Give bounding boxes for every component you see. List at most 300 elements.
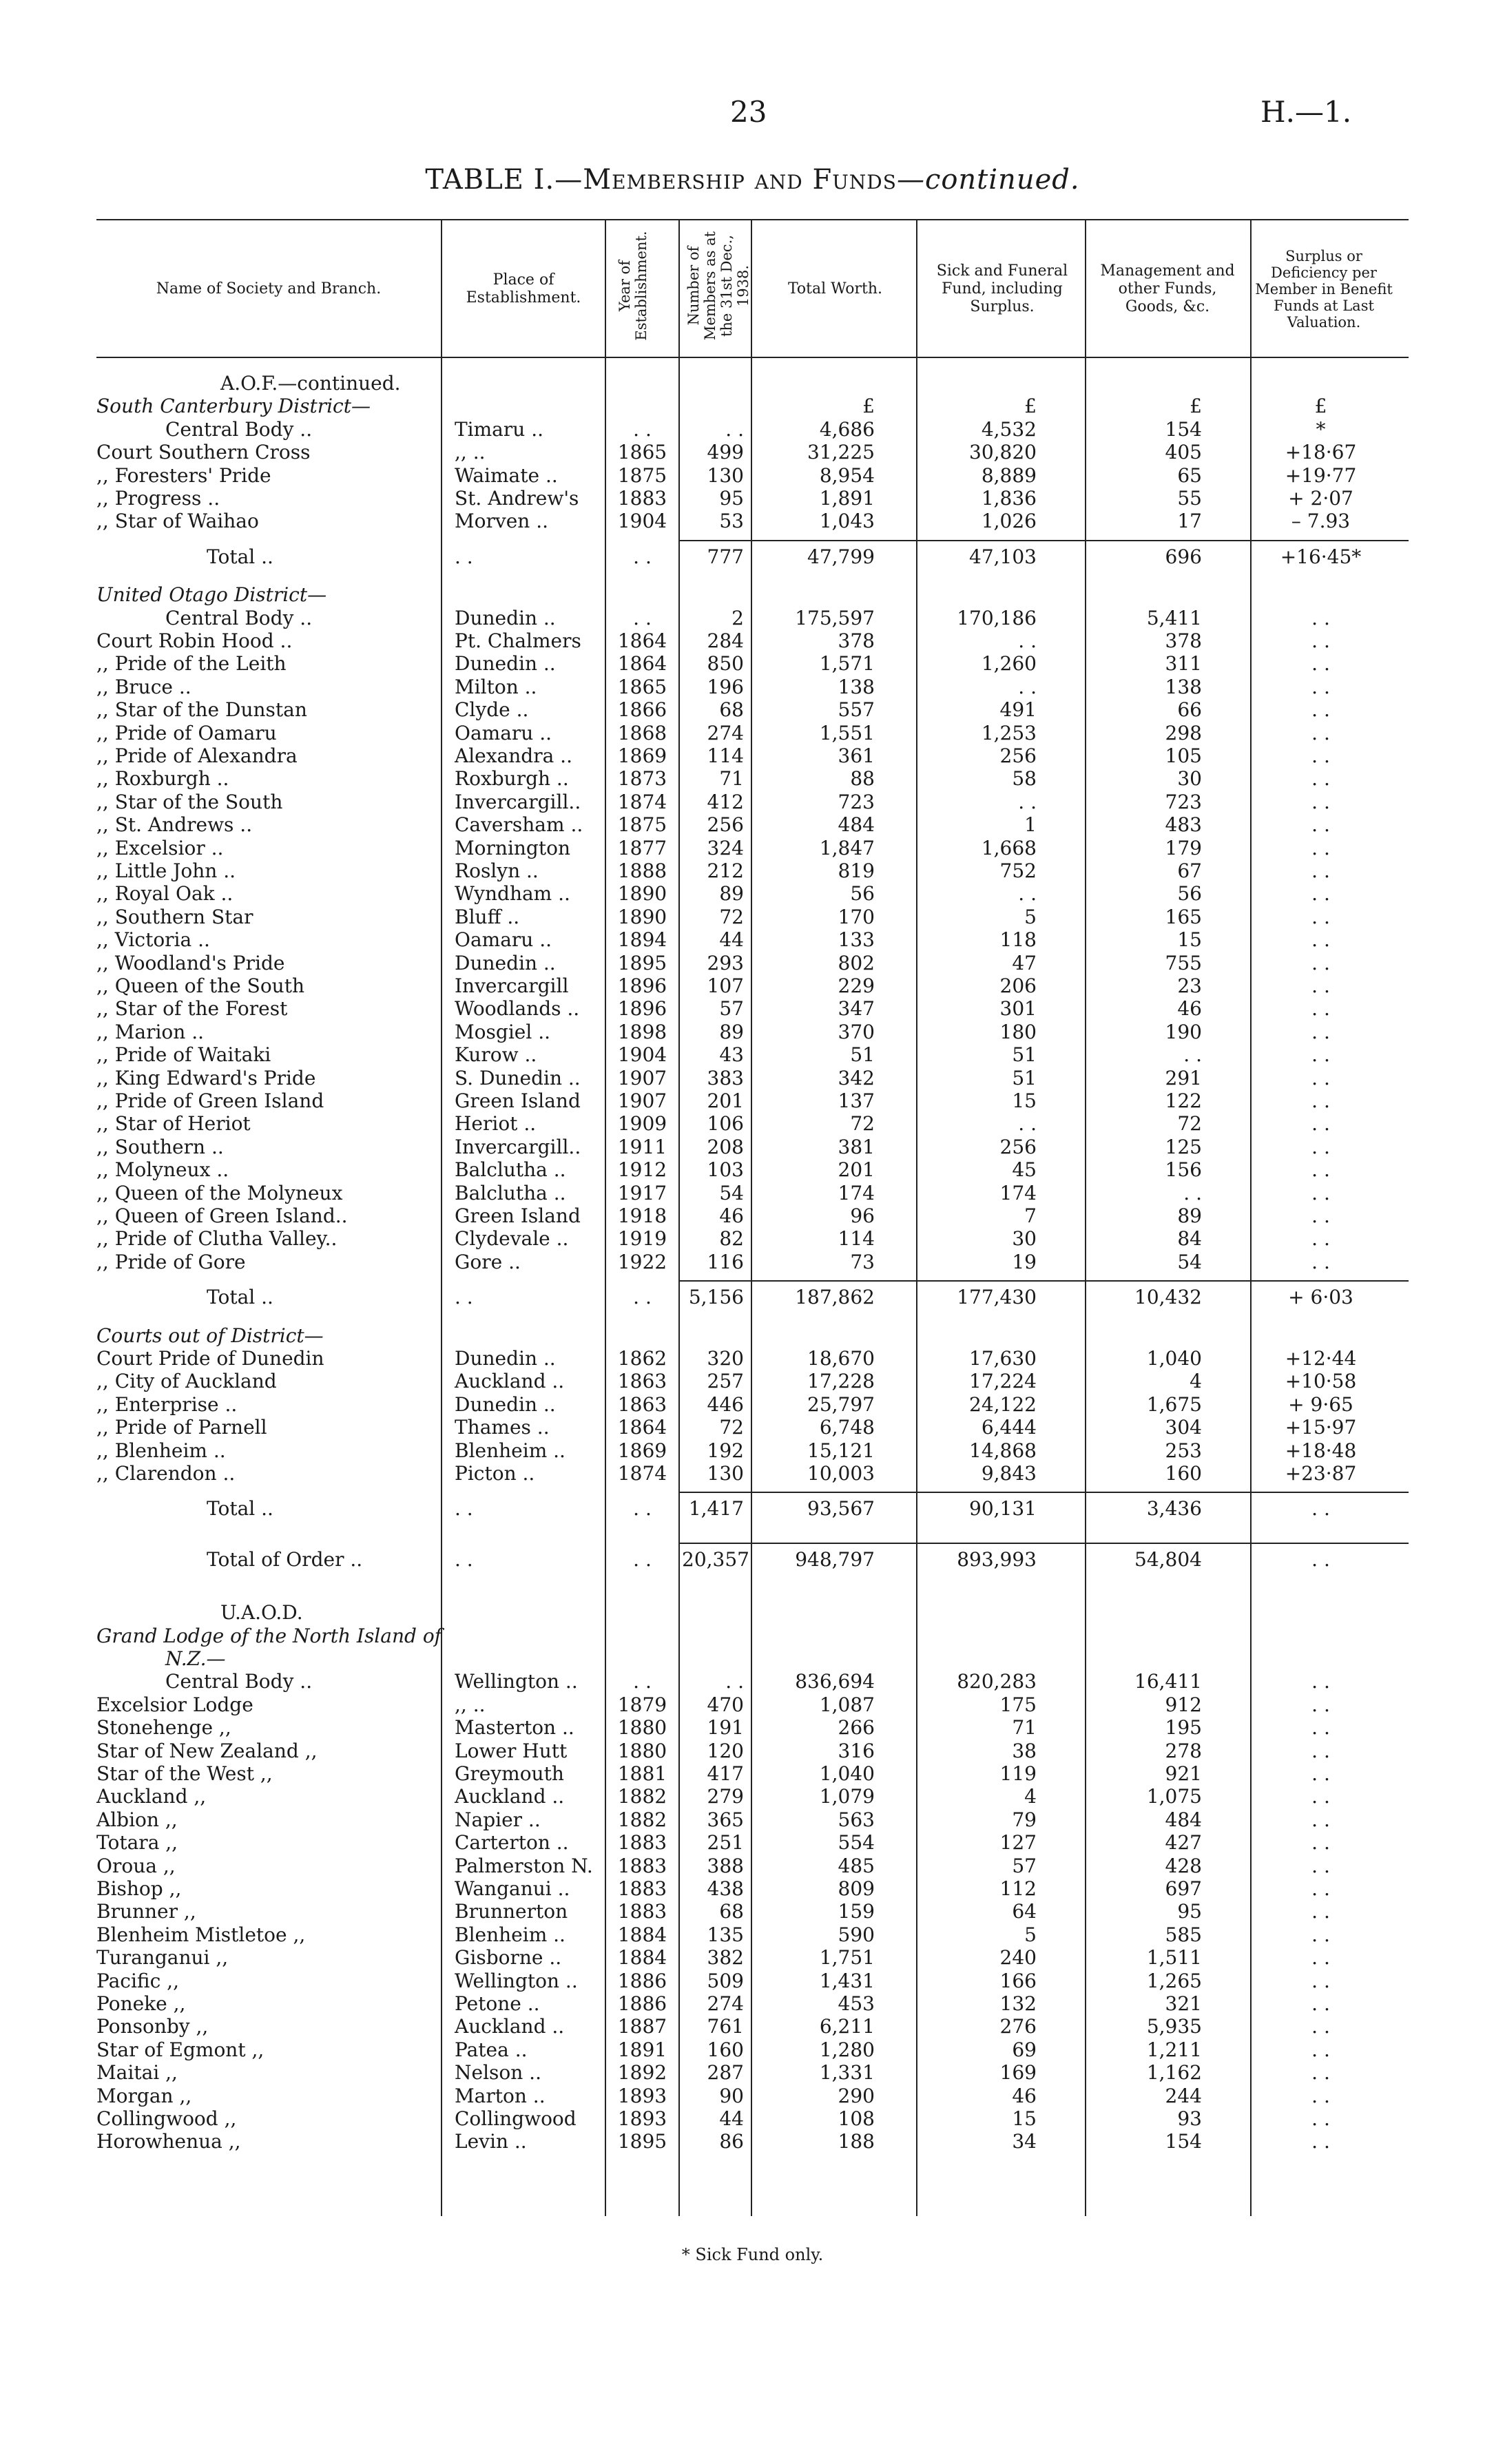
cell-place: Dunedin .. bbox=[455, 951, 556, 974]
cell-mem: 320 bbox=[707, 1347, 744, 1370]
cell-place: Dunedin .. bbox=[455, 606, 556, 629]
cell-surp: . . bbox=[1311, 652, 1330, 676]
cell-year: 1865 bbox=[617, 675, 667, 698]
cell-sick: 90,131 bbox=[969, 1497, 1037, 1521]
cell-year: 1863 bbox=[617, 1370, 667, 1393]
cell-mem: 54 bbox=[719, 1181, 744, 1204]
cell-mem: 90 bbox=[719, 2084, 744, 2107]
cell-mgmt: 311 bbox=[1165, 652, 1202, 676]
cell-mgmt: 4 bbox=[1190, 1370, 1202, 1393]
cell-year: . . bbox=[633, 1497, 652, 1521]
cell-year: 1912 bbox=[617, 1158, 667, 1182]
cell-year: . . bbox=[633, 1286, 652, 1309]
cell-year: 1895 bbox=[617, 2130, 667, 2153]
cell-sick: 5 bbox=[1024, 1923, 1037, 1946]
cell-mgmt: 55 bbox=[1177, 487, 1202, 510]
cell-surp: . . bbox=[1311, 1497, 1330, 1521]
cell-year: 1911 bbox=[617, 1135, 667, 1158]
cell-surp: +16·45* bbox=[1280, 545, 1362, 568]
cell-surp: . . bbox=[1311, 1670, 1330, 1693]
cell-mem: 509 bbox=[707, 1969, 744, 1992]
cell-name: South Canterbury District— bbox=[96, 395, 371, 418]
cell-worth: 809 bbox=[838, 1877, 875, 1900]
cell-surp: . . bbox=[1311, 1043, 1330, 1067]
cell-year: 1882 bbox=[617, 1808, 667, 1831]
cell-sick: 166 bbox=[999, 1969, 1037, 1992]
table-row bbox=[0, 1946, 1505, 1969]
cell-worth: 802 bbox=[838, 951, 875, 974]
table-row bbox=[0, 1089, 1505, 1112]
table-row bbox=[0, 1370, 1505, 1392]
cell-surp: . . bbox=[1311, 606, 1330, 629]
table-row bbox=[0, 1462, 1505, 1485]
table-row bbox=[0, 837, 1505, 859]
cell-sick: 6,444 bbox=[981, 1416, 1037, 1439]
cell-mem: 135 bbox=[707, 1923, 744, 1946]
cell-mem: 130 bbox=[707, 463, 744, 487]
cell-surp: . . bbox=[1311, 2130, 1330, 2153]
cell-year: 1904 bbox=[617, 1043, 667, 1067]
cell-worth: 290 bbox=[838, 2084, 875, 2107]
cell-surp: . . bbox=[1311, 629, 1330, 652]
cell-place: St. Andrew's bbox=[455, 487, 579, 510]
cell-mgmt: 160 bbox=[1165, 1462, 1202, 1485]
table-row bbox=[0, 1740, 1505, 1762]
cell-mem: 116 bbox=[707, 1250, 744, 1273]
cell-name: ,, Blenheim .. bbox=[96, 1439, 226, 1462]
cell-sick: 8,889 bbox=[981, 463, 1037, 487]
cell-worth: 484 bbox=[838, 813, 875, 837]
cell-place: Carterton .. bbox=[455, 1831, 569, 1855]
header-surplus: Surplus or Deficiency per Member in Benefit Funds at Last Valuation. bbox=[1255, 248, 1393, 331]
cell-mem: 212 bbox=[707, 859, 744, 882]
cell-mem: 251 bbox=[707, 1831, 744, 1855]
cell-worth: 1,847 bbox=[819, 836, 875, 859]
table-row bbox=[0, 791, 1505, 813]
cell-place: Heriot .. bbox=[455, 1112, 537, 1136]
cell-place: Kurow .. bbox=[455, 1043, 537, 1067]
cell-place: Nelson .. bbox=[455, 2061, 541, 2085]
cell-mgmt: 15 bbox=[1177, 928, 1202, 952]
cell-sick: . . bbox=[1018, 675, 1037, 698]
cell-place: Gisborne .. bbox=[455, 1946, 562, 1970]
cell-mgmt: 30 bbox=[1177, 767, 1202, 791]
cell-sick: 47 bbox=[1012, 951, 1037, 974]
table-row bbox=[0, 1693, 1505, 1716]
cell-worth: 17,228 bbox=[807, 1370, 875, 1393]
cell-name: Grand Lodge of the North Island of bbox=[96, 1624, 442, 1647]
cell-surp: . . bbox=[1311, 744, 1330, 767]
cell-year: 1909 bbox=[617, 1112, 667, 1136]
cell-place: Morven .. bbox=[455, 510, 549, 533]
cell-mem: 192 bbox=[707, 1439, 744, 1462]
cell-sick: 1,260 bbox=[981, 652, 1037, 676]
cell-surp: . . bbox=[1311, 1227, 1330, 1251]
cell-year: 1918 bbox=[617, 1204, 667, 1227]
cell-worth: 4,686 bbox=[819, 417, 875, 441]
cell-worth: 1,751 bbox=[819, 1946, 875, 1970]
title-main: TABLE I.— bbox=[425, 164, 583, 196]
cell-sick: 127 bbox=[999, 1831, 1037, 1855]
cell-place: ,, .. bbox=[455, 441, 486, 464]
cell-mgmt: 17 bbox=[1177, 510, 1202, 533]
table-row bbox=[0, 2130, 1505, 2153]
table-row bbox=[0, 1021, 1505, 1043]
table-row bbox=[0, 1324, 1505, 1347]
cell-mgmt: 723 bbox=[1165, 790, 1202, 813]
cell-place: Palmerston N. bbox=[455, 1854, 593, 1877]
cell-sick: 30,820 bbox=[969, 441, 1037, 464]
cell-sick: 57 bbox=[1012, 1854, 1037, 1877]
cell-surp: . . bbox=[1311, 1854, 1330, 1877]
cell-name: U.A.O.D. bbox=[220, 1601, 303, 1625]
cell-place: . . bbox=[455, 1547, 473, 1571]
cell-worth: 554 bbox=[838, 1831, 875, 1855]
cell-mgmt: 298 bbox=[1165, 721, 1202, 744]
cell-mem: 44 bbox=[719, 2107, 744, 2130]
cell-sick: £ bbox=[1024, 395, 1037, 418]
total-rule bbox=[678, 1492, 1409, 1493]
cell-year: 1886 bbox=[617, 1992, 667, 2015]
cell-mgmt: 54,804 bbox=[1134, 1547, 1202, 1571]
cell-mgmt: 95 bbox=[1177, 1900, 1202, 1923]
table-row bbox=[0, 1970, 1505, 1992]
cell-surp: . . bbox=[1311, 721, 1330, 744]
cell-year: 1880 bbox=[617, 1739, 667, 1762]
header-sick: Sick and Funeral Fund, including Surplus. bbox=[936, 262, 1068, 315]
table-row bbox=[0, 1204, 1505, 1227]
cell-year: 1864 bbox=[617, 1416, 667, 1439]
cell-place: Wellington .. bbox=[455, 1969, 578, 1992]
cell-sick: 1 bbox=[1024, 813, 1037, 837]
cell-mgmt: . . bbox=[1183, 1043, 1202, 1067]
cell-surp: . . bbox=[1311, 1739, 1330, 1762]
cell-sick: 256 bbox=[999, 1135, 1037, 1158]
cell-mem: 191 bbox=[707, 1716, 744, 1740]
cell-surp: . . bbox=[1311, 1158, 1330, 1182]
table-row bbox=[0, 1808, 1505, 1831]
cell-surp: . . bbox=[1311, 1992, 1330, 2015]
table-row bbox=[0, 997, 1505, 1020]
cell-year: 1868 bbox=[617, 721, 667, 744]
cell-mem: 274 bbox=[707, 1992, 744, 2015]
cell-name: ,, Queen of the South bbox=[96, 974, 304, 997]
cell-surp: . . bbox=[1311, 1693, 1330, 1716]
cell-mgmt: 72 bbox=[1177, 1112, 1202, 1136]
cell-year: 1877 bbox=[617, 836, 667, 859]
cell-mgmt: 125 bbox=[1165, 1135, 1202, 1158]
cell-year: 1864 bbox=[617, 652, 667, 676]
cell-surp: . . bbox=[1311, 1204, 1330, 1227]
cell-worth: 201 bbox=[838, 1158, 875, 1182]
total-row bbox=[0, 1286, 1505, 1308]
cell-year: 1875 bbox=[617, 813, 667, 837]
cell-surp: . . bbox=[1311, 2061, 1330, 2085]
cell-sick: 893,993 bbox=[957, 1547, 1037, 1571]
cell-year: 1862 bbox=[617, 1347, 667, 1370]
cell-place: Wyndham .. bbox=[455, 882, 570, 906]
cell-name: ,, Star of the South bbox=[96, 790, 283, 813]
cell-place: Collingwood bbox=[455, 2107, 577, 2130]
cell-worth: 1,891 bbox=[819, 487, 875, 510]
cell-year: 1881 bbox=[617, 1762, 667, 1785]
cell-surp: . . bbox=[1311, 790, 1330, 813]
cell-sick: 240 bbox=[999, 1946, 1037, 1970]
table-row bbox=[0, 952, 1505, 974]
cell-sick: 206 bbox=[999, 974, 1037, 997]
cell-year: 1864 bbox=[617, 629, 667, 652]
cell-surp: . . bbox=[1311, 1066, 1330, 1089]
cell-surp: . . bbox=[1311, 928, 1330, 952]
cell-worth: 93,567 bbox=[807, 1497, 875, 1521]
table-row bbox=[0, 1785, 1505, 1808]
table-row bbox=[0, 1393, 1505, 1416]
total-rule bbox=[678, 1543, 1409, 1544]
total-rule bbox=[678, 540, 1409, 541]
cell-mem: 499 bbox=[707, 441, 744, 464]
cell-worth: 1,040 bbox=[819, 1762, 875, 1785]
cell-worth: 361 bbox=[838, 744, 875, 767]
cell-sick: 47,103 bbox=[969, 545, 1037, 568]
cell-worth: 187,862 bbox=[795, 1286, 875, 1309]
header-members: Number of Members as at the 31st Dec., 1938. bbox=[685, 231, 751, 341]
table-row bbox=[0, 1716, 1505, 1739]
cell-worth: 159 bbox=[838, 1900, 875, 1923]
cell-mem: 850 bbox=[707, 652, 744, 676]
table-row bbox=[0, 1670, 1505, 1693]
cell-surp: . . bbox=[1311, 1785, 1330, 1808]
cell-year: 1919 bbox=[617, 1227, 667, 1251]
cell-sick: . . bbox=[1018, 882, 1037, 906]
table-row bbox=[0, 767, 1505, 790]
cell-surp: . . bbox=[1311, 1020, 1330, 1043]
cell-mem: . . bbox=[725, 1670, 744, 1693]
cell-place: Waimate .. bbox=[455, 463, 558, 487]
cell-mem: 761 bbox=[707, 2015, 744, 2038]
cell-surp: . . bbox=[1311, 2107, 1330, 2130]
cell-place: Oamaru .. bbox=[455, 721, 552, 744]
cell-name: Poneke ,, bbox=[96, 1992, 186, 2015]
cell-year: 1883 bbox=[617, 1854, 667, 1877]
cell-worth: 1,280 bbox=[819, 2038, 875, 2061]
cell-mem: 279 bbox=[707, 1785, 744, 1808]
cell-mgmt: 138 bbox=[1165, 675, 1202, 698]
table-row bbox=[0, 813, 1505, 836]
cell-worth: 1,087 bbox=[819, 1693, 875, 1716]
cell-worth: 133 bbox=[838, 928, 875, 952]
cell-year: 1882 bbox=[617, 1785, 667, 1808]
cell-worth: 56 bbox=[850, 882, 875, 906]
table-row bbox=[0, 395, 1505, 417]
cell-mem: 417 bbox=[707, 1762, 744, 1785]
cell-name: ,, Victoria .. bbox=[96, 928, 210, 952]
cell-mem: . . bbox=[725, 417, 744, 441]
table-row bbox=[0, 372, 1505, 395]
cell-mgmt: 378 bbox=[1165, 629, 1202, 652]
cell-surp: . . bbox=[1311, 997, 1330, 1021]
cell-year: 1898 bbox=[617, 1020, 667, 1043]
cell-place: Invercargill.. bbox=[455, 1135, 581, 1158]
cell-year: 1883 bbox=[617, 1831, 667, 1855]
cell-mem: 71 bbox=[719, 767, 744, 791]
cell-name: ,, Roxburgh .. bbox=[96, 767, 229, 791]
cell-mem: 106 bbox=[707, 1112, 744, 1136]
cell-sick: 69 bbox=[1012, 2038, 1037, 2061]
cell-surp: . . bbox=[1311, 974, 1330, 997]
cell-place: Woodlands .. bbox=[455, 997, 580, 1021]
cell-sick: 14,868 bbox=[969, 1439, 1037, 1462]
cell-mgmt: 244 bbox=[1165, 2084, 1202, 2107]
cell-mem: 256 bbox=[707, 813, 744, 837]
cell-mgmt: 54 bbox=[1177, 1250, 1202, 1273]
cell-worth: 342 bbox=[838, 1066, 875, 1089]
cell-worth: 137 bbox=[838, 1089, 875, 1112]
cell-sick: 79 bbox=[1012, 1808, 1037, 1831]
cell-sick: 132 bbox=[999, 1992, 1037, 2015]
cell-year: 1869 bbox=[617, 1439, 667, 1462]
cell-mgmt: 483 bbox=[1165, 813, 1202, 837]
cell-mgmt: 253 bbox=[1165, 1439, 1202, 1462]
header-year: Year of Establishment. bbox=[616, 231, 650, 341]
cell-place: . . bbox=[455, 1286, 473, 1309]
cell-mem: 46 bbox=[719, 1204, 744, 1227]
cell-mgmt: 165 bbox=[1165, 905, 1202, 928]
cell-sick: 5 bbox=[1024, 905, 1037, 928]
cell-sick: . . bbox=[1018, 790, 1037, 813]
cell-year: 1883 bbox=[617, 1877, 667, 1900]
cell-name: ,, Molyneux .. bbox=[96, 1158, 229, 1182]
cell-name: ,, St. Andrews .. bbox=[96, 813, 253, 837]
cell-surp: + 6·03 bbox=[1288, 1286, 1353, 1309]
cell-mem: 324 bbox=[707, 836, 744, 859]
cell-worth: 378 bbox=[838, 629, 875, 652]
cell-worth: 174 bbox=[838, 1181, 875, 1204]
table-row bbox=[0, 629, 1505, 652]
cell-mgmt: 10,432 bbox=[1134, 1286, 1202, 1309]
cell-worth: 1,079 bbox=[819, 1785, 875, 1808]
cell-name: Bishop ,, bbox=[96, 1877, 182, 1900]
cell-mgmt: 912 bbox=[1165, 1693, 1202, 1716]
cell-place: Invercargill bbox=[455, 974, 569, 997]
cell-mem: 20,357 bbox=[682, 1547, 749, 1571]
cell-mem: 72 bbox=[719, 1416, 744, 1439]
cell-year: 1892 bbox=[617, 2061, 667, 2085]
cell-name: ,, Pride of Gore bbox=[96, 1250, 246, 1273]
cell-worth: 8,954 bbox=[819, 463, 875, 487]
cell-year: 1895 bbox=[617, 951, 667, 974]
cell-mgmt: 1,265 bbox=[1146, 1969, 1202, 1992]
cell-worth: 114 bbox=[838, 1227, 875, 1251]
cell-mem: 5,156 bbox=[688, 1286, 744, 1309]
cell-place: Dunedin .. bbox=[455, 652, 556, 676]
cell-year: 1904 bbox=[617, 510, 667, 533]
cell-mgmt: . . bbox=[1183, 1181, 1202, 1204]
cell-worth: 10,003 bbox=[807, 1462, 875, 1485]
table-row bbox=[0, 1855, 1505, 1877]
cell-surp: . . bbox=[1311, 1135, 1330, 1158]
cell-name: ,, Pride of Waitaki bbox=[96, 1043, 271, 1067]
cell-worth: 229 bbox=[838, 974, 875, 997]
table-row bbox=[0, 1992, 1505, 2015]
cell-mem: 68 bbox=[719, 1900, 744, 1923]
cell-mgmt: 190 bbox=[1165, 1020, 1202, 1043]
cell-sick: 15 bbox=[1012, 1089, 1037, 1112]
cell-place: Milton .. bbox=[455, 675, 537, 698]
cell-mem: 89 bbox=[719, 882, 744, 906]
cell-year: 1875 bbox=[617, 463, 667, 487]
cell-surp: . . bbox=[1311, 767, 1330, 791]
cell-sick: 17,224 bbox=[969, 1370, 1037, 1393]
cell-mem: 95 bbox=[719, 487, 744, 510]
cell-place: Masterton .. bbox=[455, 1716, 574, 1740]
cell-surp: . . bbox=[1311, 1831, 1330, 1855]
cell-year: . . bbox=[633, 1670, 652, 1693]
table-row bbox=[0, 418, 1505, 441]
table-row bbox=[0, 676, 1505, 698]
cell-name: Oroua ,, bbox=[96, 1854, 176, 1877]
cell-name: ,, Progress .. bbox=[96, 487, 220, 510]
title-suffix: —continued. bbox=[896, 164, 1080, 196]
table-row bbox=[0, 2107, 1505, 2130]
cell-sick: 4 bbox=[1024, 1785, 1037, 1808]
cell-name: Brunner ,, bbox=[96, 1900, 196, 1923]
table-row bbox=[0, 583, 1505, 606]
cell-name: Total .. bbox=[207, 1497, 273, 1521]
cell-surp: – 7.93 bbox=[1291, 510, 1351, 533]
cell-year: 1894 bbox=[617, 928, 667, 952]
cell-place: Dunedin .. bbox=[455, 1347, 556, 1370]
cell-sick: 45 bbox=[1012, 1158, 1037, 1182]
cell-name: Stonehenge ,, bbox=[96, 1716, 231, 1740]
cell-sick: 34 bbox=[1012, 2130, 1037, 2153]
cell-mgmt: 156 bbox=[1165, 1158, 1202, 1182]
cell-place: Clyde .. bbox=[455, 698, 529, 722]
cell-mgmt: 1,075 bbox=[1146, 1785, 1202, 1808]
cell-year: 1866 bbox=[617, 698, 667, 722]
cell-worth: 370 bbox=[838, 1020, 875, 1043]
cell-place: Clydevale .. bbox=[455, 1227, 569, 1251]
cell-surp: . . bbox=[1311, 1969, 1330, 1992]
cell-year: . . bbox=[633, 545, 652, 568]
cell-mem: 287 bbox=[707, 2061, 744, 2085]
cell-surp: . . bbox=[1311, 1716, 1330, 1740]
cell-sick: 180 bbox=[999, 1020, 1037, 1043]
cell-place: Balclutha .. bbox=[455, 1158, 566, 1182]
cell-sick: 7 bbox=[1024, 1204, 1037, 1227]
cell-sick: 64 bbox=[1012, 1900, 1037, 1923]
cell-place: Oamaru .. bbox=[455, 928, 552, 952]
cell-mem: 365 bbox=[707, 1808, 744, 1831]
cell-mem: 107 bbox=[707, 974, 744, 997]
cell-sick: 170,186 bbox=[957, 606, 1037, 629]
cell-sick: 301 bbox=[999, 997, 1037, 1021]
cell-worth: 453 bbox=[838, 1992, 875, 2015]
cell-place: Mornington bbox=[455, 836, 570, 859]
cell-surp: . . bbox=[1311, 836, 1330, 859]
cell-year: 1879 bbox=[617, 1693, 667, 1716]
cell-surp: +12·44 bbox=[1285, 1347, 1357, 1370]
cell-worth: 819 bbox=[838, 859, 875, 882]
cell-worth: 266 bbox=[838, 1716, 875, 1740]
cell-worth: 1,551 bbox=[819, 721, 875, 744]
cell-surp: +15·97 bbox=[1285, 1416, 1357, 1439]
cell-year: 1907 bbox=[617, 1089, 667, 1112]
cell-year: 1880 bbox=[617, 1716, 667, 1740]
cell-name: ,, Star of Heriot bbox=[96, 1112, 251, 1136]
cell-place: Auckland .. bbox=[455, 1785, 565, 1808]
table-row bbox=[0, 722, 1505, 744]
cell-mem: 201 bbox=[707, 1089, 744, 1112]
